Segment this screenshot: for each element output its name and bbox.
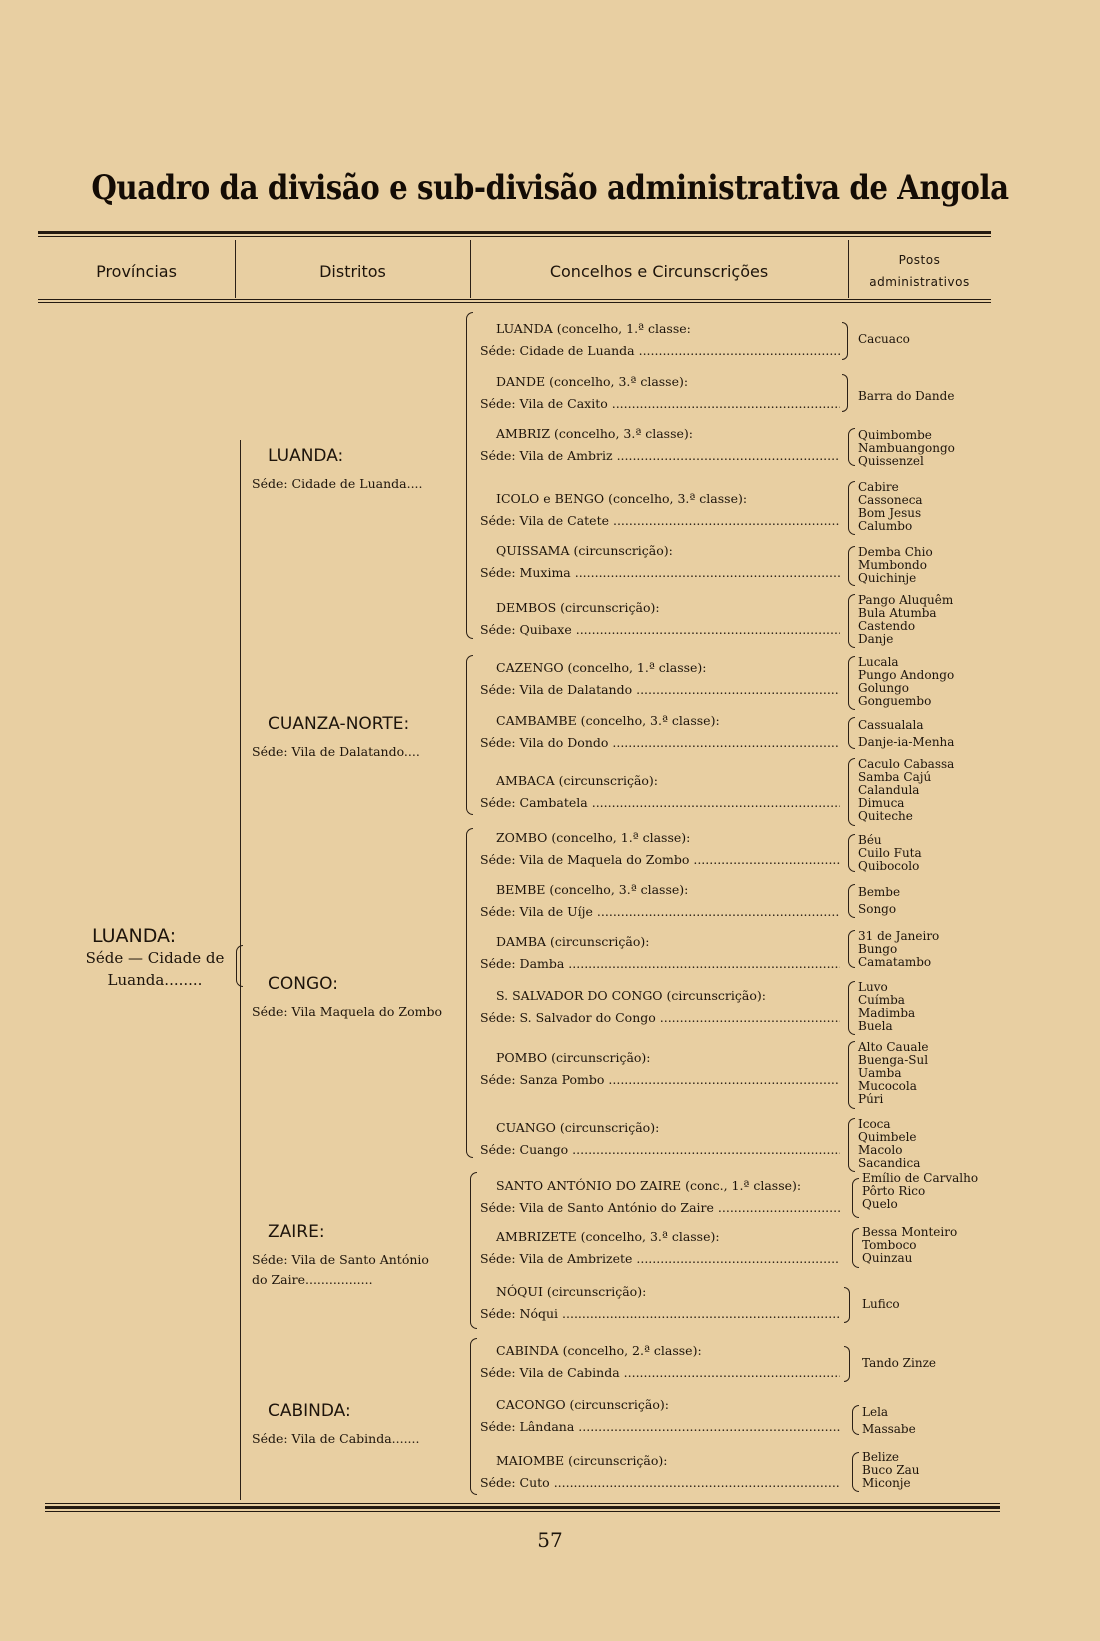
post-item: Danje-ia-Menha [858,735,955,749]
posts-list [858,1041,998,1106]
post-item: Quelo [862,1197,898,1211]
council-name: CAMBAMBE (concelho, 3.ª classe): [496,713,720,728]
posts-list [858,546,998,585]
posts-brace [848,1118,855,1172]
council-entry [480,879,840,923]
posts-list [858,390,998,403]
council-seat: Séde: Cuto ..... [480,1472,840,1494]
council-name: CACONGO (circunscrição): [496,1397,669,1412]
council-name: NÓQUI (circunscrição): [496,1284,647,1299]
posts-brace [848,884,855,918]
council-name: AMBRIZ (concelho, 3.ª classe): [496,426,693,441]
district-seat: Séde: Vila de Cabinda....... [252,1431,420,1446]
post-item: Quissenzel [858,454,924,468]
posts-list [858,834,998,873]
posts-brace [842,374,848,412]
district-name: CONGO: [268,974,338,994]
council-name: SANTO ANTÓNIO DO ZAIRE (conc., 1.ª classe): [496,1178,802,1193]
post-item: Macolo [858,1143,903,1157]
district-name: ZAIRE: [268,1222,325,1242]
district-name: LUANDA: [268,446,344,466]
post-item: Bembe [858,885,901,899]
posts-list [862,1404,1002,1438]
post-item: Lufico [862,1297,900,1311]
posts-list [858,656,998,708]
council-name: S. SALVADOR DO CONGO (circunscrição): [496,988,766,1003]
district-brace [470,1338,477,1495]
post-item: Castendo [858,619,916,633]
district-seat: Séde: Vila Maquela do Zombo [252,1004,442,1019]
post-item: Demba Chio [858,545,933,559]
post-item: Miconje [862,1476,911,1490]
post-item: Quinzau [862,1251,913,1265]
posts-list [858,884,998,918]
council-name: MAIOMBE (circunscrição): [496,1453,668,1468]
council-entry [480,1450,840,1494]
header-top-rule-thin [38,236,991,237]
posts-brace [848,546,855,586]
posts-brace [848,656,855,710]
council-seat: Séde: Cidade de Luanda ..... [480,340,840,362]
post-item: Cassualala [858,718,924,732]
posts-list [858,758,998,823]
post-item: Lela [862,1405,889,1419]
province-block [70,925,240,991]
council-seat: Séde: Vila de Ambrizete ..... [480,1248,840,1270]
post-item: Icoca [858,1117,891,1131]
council-seat: Séde: Vila de Dalatando ..... [480,679,840,701]
post-item: Uamba [858,1066,902,1080]
posts-list [858,481,998,533]
posts-brace [852,1228,859,1268]
council-entry [480,1117,840,1161]
posts-brace [848,834,855,872]
district-brace [466,312,473,639]
posts-brace [848,481,855,535]
council-name: DANDE (concelho, 3.ª classe): [496,374,689,389]
post-item: Tando Zinze [862,1356,937,1370]
post-item: Cassoneca [858,493,923,507]
post-item: Bula Atumba [858,606,937,620]
post-item: Quiteche [858,809,913,823]
posts-brace [848,428,855,466]
posts-list [862,1298,1002,1311]
council-seat: Séde: Vila de Ambriz ..... [480,445,840,467]
post-item: Béu [858,833,882,847]
footer-rule [45,1503,1000,1504]
posts-brace [848,594,855,648]
post-item: Camatambo [858,955,932,969]
council-name: CABINDA (concelho, 2.ª classe): [496,1343,702,1358]
post-item: Danje [858,632,894,646]
posts-list [858,333,998,346]
post-item: Sacandica [858,1156,921,1170]
council-name: AMBACA (circunscrição): [496,773,659,788]
council-entry [480,710,840,754]
district-brace [466,655,473,815]
post-item: Luvo [858,980,888,994]
council-entry [480,1394,840,1438]
district-seat: Séde: Cidade de Luanda.... [252,476,423,491]
council-seat: Séde: Vila de Catete ..... [480,510,840,532]
post-item: Alto Cauale [858,1040,929,1054]
column-header-posts [848,243,991,299]
posts-brace [852,1452,859,1492]
district-block [248,446,463,494]
post-item: Quibocolo [858,859,920,873]
post-item: Pungo Andongo [858,668,955,682]
district-name: CABINDA: [268,1401,351,1421]
post-item: Pango Aluquêm [858,593,954,607]
district-seat-line2: do Zaire................. [252,1272,373,1287]
post-item: Massabe [862,1422,916,1436]
post-item: Pôrto Rico [862,1184,926,1198]
footer-rule-thin [45,1511,1000,1512]
post-item: 31 de Janeiro [858,929,940,943]
district-block [248,974,463,1022]
posts-brace [842,322,848,360]
council-seat: Séde: Vila do Dondo ..... [480,732,840,754]
column-header-districts: Distritos [319,261,386,281]
post-item: Samba Cajú [858,770,932,784]
post-item: Buela [858,1019,893,1033]
footer-rule-thick [45,1506,1000,1509]
province-seat-line1: Séde — Cidade de [85,949,225,967]
post-item: Cabire [858,480,899,494]
council-seat: Séde: Nóqui ..... [480,1303,840,1325]
district-seat: Séde: Vila de Santo António [252,1252,429,1267]
council-entry [480,1340,840,1384]
council-entry [480,318,840,362]
council-seat: Séde: Quibaxe ..... [480,619,840,641]
council-entry [480,827,840,871]
column-header-posts-line1: Postos [898,253,941,267]
post-item: Cuilo Futa [858,846,922,860]
post-item: Songo [858,902,897,916]
post-item: Emílio de Carvalho [862,1171,979,1185]
header-top-rule [38,231,991,234]
council-seat: Séde: Cuango ..... [480,1139,840,1161]
header-bottom-rule-thin [38,302,991,303]
council-name: DEMBOS (circunscrição): [496,600,660,615]
council-name: QUISSAMA (circunscrição): [496,543,673,558]
council-entry [480,1047,840,1091]
district-seat: Séde: Vila de Dalatando.... [252,744,420,759]
district-brace [466,828,473,1158]
posts-list [862,1226,1002,1265]
page-number: 57 [537,1528,563,1552]
posts-list [858,1118,998,1170]
column-header-provinces: Províncias [96,261,177,281]
post-item: Mucocola [858,1079,917,1093]
council-seat: Séde: Vila de Maquela do Zombo ..... [480,849,840,871]
column-header-posts-line2: administrativos [869,275,970,289]
council-entry [480,931,840,975]
post-item: Cacuaco [858,332,910,346]
council-entry [480,657,840,701]
posts-brace [848,758,855,826]
council-entry [480,985,840,1029]
council-name: ZOMBO (concelho, 1.ª classe): [496,830,691,845]
council-seat: Séde: S. Salvador do Congo ..... [480,1007,840,1029]
council-entry [480,1226,840,1270]
header-bottom-rule [38,299,991,300]
council-name: CAZENGO (concelho, 1.ª classe): [496,660,707,675]
council-seat: Séde: Muxima ..... [480,562,840,584]
council-entry [480,488,840,532]
council-seat: Séde: Cambatela ..... [480,792,840,814]
council-entry [480,597,840,641]
council-entry [480,1281,840,1325]
post-item: Mumbondo [858,558,927,572]
council-seat: Séde: Sanza Pombo ..... [480,1069,840,1091]
council-seat: Séde: Vila de Santo António do Zaire ..... [480,1197,840,1219]
district-block [248,1222,463,1290]
post-item: Dimuca [858,796,905,810]
district-block [248,1401,463,1449]
post-item: Calandula [858,783,920,797]
posts-list [862,1451,1002,1490]
posts-brace [848,930,855,968]
posts-brace [848,717,855,749]
council-entry [480,770,840,814]
district-name: CUANZA-NORTE: [268,714,410,734]
council-name: LUANDA (concelho, 1.ª classe: [496,321,691,336]
posts-brace [848,981,855,1035]
post-item: Bom Jesus [858,506,922,520]
council-seat: Séde: Vila de Caxito ..... [480,393,840,415]
post-item: Púri [858,1092,884,1106]
posts-list [862,1172,1002,1211]
posts-list [858,594,998,646]
post-item: Buenga-Sul [858,1053,929,1067]
province-seat-line2: Luanda........ [107,971,203,989]
province-brace [236,945,243,987]
post-item: Madimba [858,1006,916,1020]
province-name: LUANDA: [92,925,177,947]
post-item: Quimbombe [858,428,932,442]
council-seat: Séde: Vila de Uíje ..... [480,901,840,923]
post-item: Quimbele [858,1130,917,1144]
council-entry [480,423,840,467]
post-item: Golungo [858,681,910,695]
council-name: ICOLO e BENGO (concelho, 3.ª classe): [496,491,748,506]
council-entry [480,371,840,415]
posts-brace [852,1178,859,1218]
district-block [248,714,463,762]
post-item: Barra do Dande [858,389,955,403]
council-name: DAMBA (circunscrição): [496,934,650,949]
posts-list [858,930,998,969]
posts-brace [848,1041,855,1109]
council-name: POMBO (circunscrição): [496,1050,651,1065]
post-item: Lucala [858,655,899,669]
posts-list [858,717,998,751]
council-entry [480,1175,840,1219]
council-seat: Séde: Vila de Cabinda ..... [480,1362,840,1384]
post-item: Belize [862,1450,900,1464]
post-item: Gonguembo [858,694,932,708]
council-name: CUANGO (circunscrição): [496,1120,660,1135]
posts-brace [852,1405,859,1435]
posts-list [858,429,998,468]
council-seat: Séde: Damba ..... [480,953,840,975]
post-item: Buco Zau [862,1463,920,1477]
post-item: Nambuangongo [858,441,955,455]
post-item: Bungo [858,942,898,956]
posts-brace [844,1287,850,1323]
council-entry [480,540,840,584]
post-item: Cuímba [858,993,905,1007]
council-seat: Séde: Lândana ..... [480,1416,840,1438]
page-title: Quadro da divisão e sub-divisão administrativa de Angola [91,168,1009,208]
council-name: BEMBE (concelho, 3.ª classe): [496,882,689,897]
posts-list [862,1357,1002,1370]
posts-brace [844,1346,850,1382]
post-item: Quichinje [858,571,917,585]
post-item: Tomboco [862,1238,917,1252]
post-item: Caculo Cabassa [858,757,955,771]
district-brace [470,1172,477,1329]
posts-list [858,981,998,1033]
post-item: Bessa Monteiro [862,1225,958,1239]
council-name: AMBRIZETE (concelho, 3.ª classe): [496,1229,720,1244]
column-header-councils: Concelhos e Circunscrições [549,261,769,281]
post-item: Calumbo [858,519,913,533]
